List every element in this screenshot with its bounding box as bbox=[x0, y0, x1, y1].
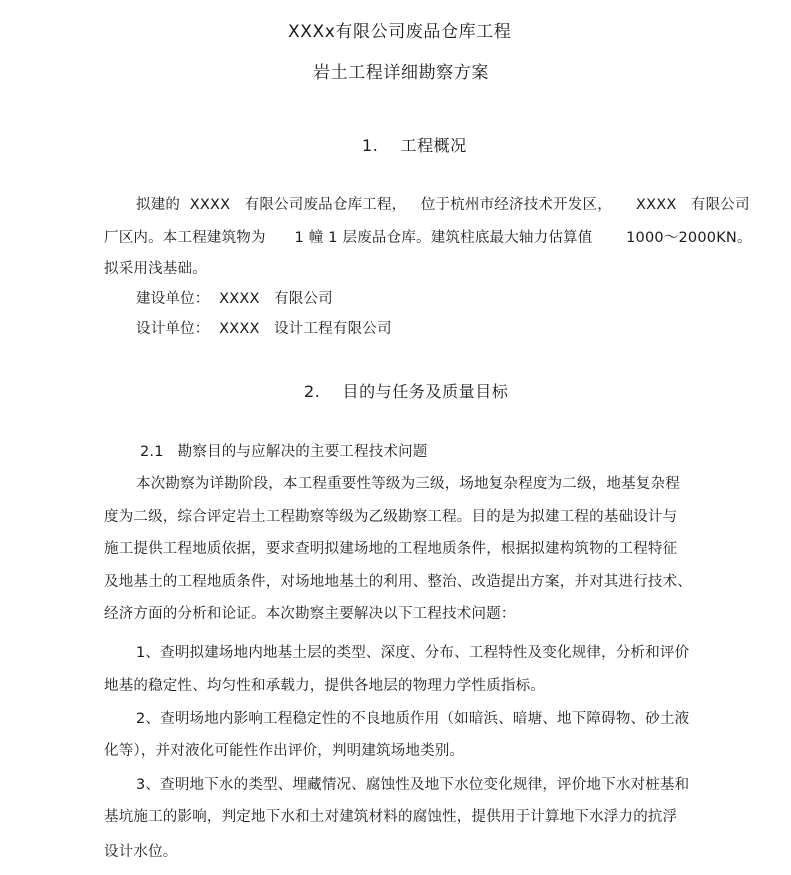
builder-unit: 建设单位： XXXX 有限公司 bbox=[136, 291, 333, 307]
section-2-heading bbox=[304, 382, 508, 402]
list-item-1-line: 地基的稳定性、均匀性和承载力，提供各地层的物理力学性质指标。 bbox=[104, 678, 545, 694]
subsection-2-1-title: 勘察目的与应解决的主要工程技术问题 bbox=[177, 444, 428, 460]
document-subtitle: 岩土工程详细勘察方案 bbox=[313, 63, 489, 83]
list-item-3-line: 3、查明地下水的类型、埋藏情况、腐蚀性及地下水位变化规律，评价地下水对桩基和 bbox=[136, 777, 690, 793]
section-2-paragraph-line: 经济方面的分析和论证。本次勘察主要解决以下工程技术问题： bbox=[104, 606, 516, 622]
list-item-3-line: 基坑施工的影响，判定地下水和土对建筑材料的腐蚀性，提供用于计算地下水浮力的抗浮 bbox=[104, 809, 678, 825]
subsection-2-1-number: 2.1 bbox=[140, 444, 164, 460]
list-item-1-line: 1、查明拟建场地内地基土层的类型、深度、分布、工程特性及变化规律，分析和评价 bbox=[136, 645, 690, 661]
section-2-paragraph-line: 施工提供工程地质依据，要求查明拟建场地的工程地质条件，根据拟建构筑物的工程特征 bbox=[104, 541, 678, 557]
section-1-paragraph-line: 拟建的 XXXX 有限公司废品仓库工程， 位于杭州市经济技术开发区， XXXX 有限公司 bbox=[136, 197, 750, 213]
section-1-paragraph-line: 拟采用浅基础。 bbox=[104, 261, 207, 277]
section-2-number: 2. bbox=[304, 382, 321, 401]
list-item-2-line: 化等），并对液化可能性作出评价，判明建筑场地类别。 bbox=[104, 743, 465, 759]
section-2-paragraph-line: 及地基土的工程地质条件，对场地地基土的利用、整治、改造提出方案，并对其进行技术、 bbox=[104, 574, 692, 590]
list-item-2-line: 2、查明场地内影响工程稳定性的不良地质作用（如暗浜、暗塘、地下障碍物、砂土液 bbox=[136, 711, 690, 727]
subsection-2-1-heading bbox=[140, 442, 428, 462]
document-title: XXXx有限公司废品仓库工程 bbox=[288, 22, 512, 42]
section-1-paragraph-line: 厂区内。本工程建筑物为 1 幢 1 层废品仓库。建筑柱底最大轴力估算值 1000～2000KN。 bbox=[104, 230, 752, 246]
section-2-title: 目的与任务及质量目标 bbox=[342, 382, 509, 401]
designer-unit: 设计单位： XXXX 设计工程有限公司 bbox=[136, 321, 392, 337]
section-1-heading bbox=[362, 136, 467, 156]
section-1-number: 1. bbox=[362, 136, 379, 155]
section-1-title: 工程概况 bbox=[400, 136, 467, 155]
section-2-paragraph-line: 本次勘察为详勘阶段，本工程重要性等级为三级，场地复杂程度为二级，地基复杂程 bbox=[136, 476, 680, 492]
section-2-paragraph-line: 度为二级，综合评定岩土工程勘察等级为乙级勘察工程。目的是为拟建工程的基础设计与 bbox=[104, 509, 678, 525]
list-item-3-line: 设计水位。 bbox=[104, 844, 178, 860]
